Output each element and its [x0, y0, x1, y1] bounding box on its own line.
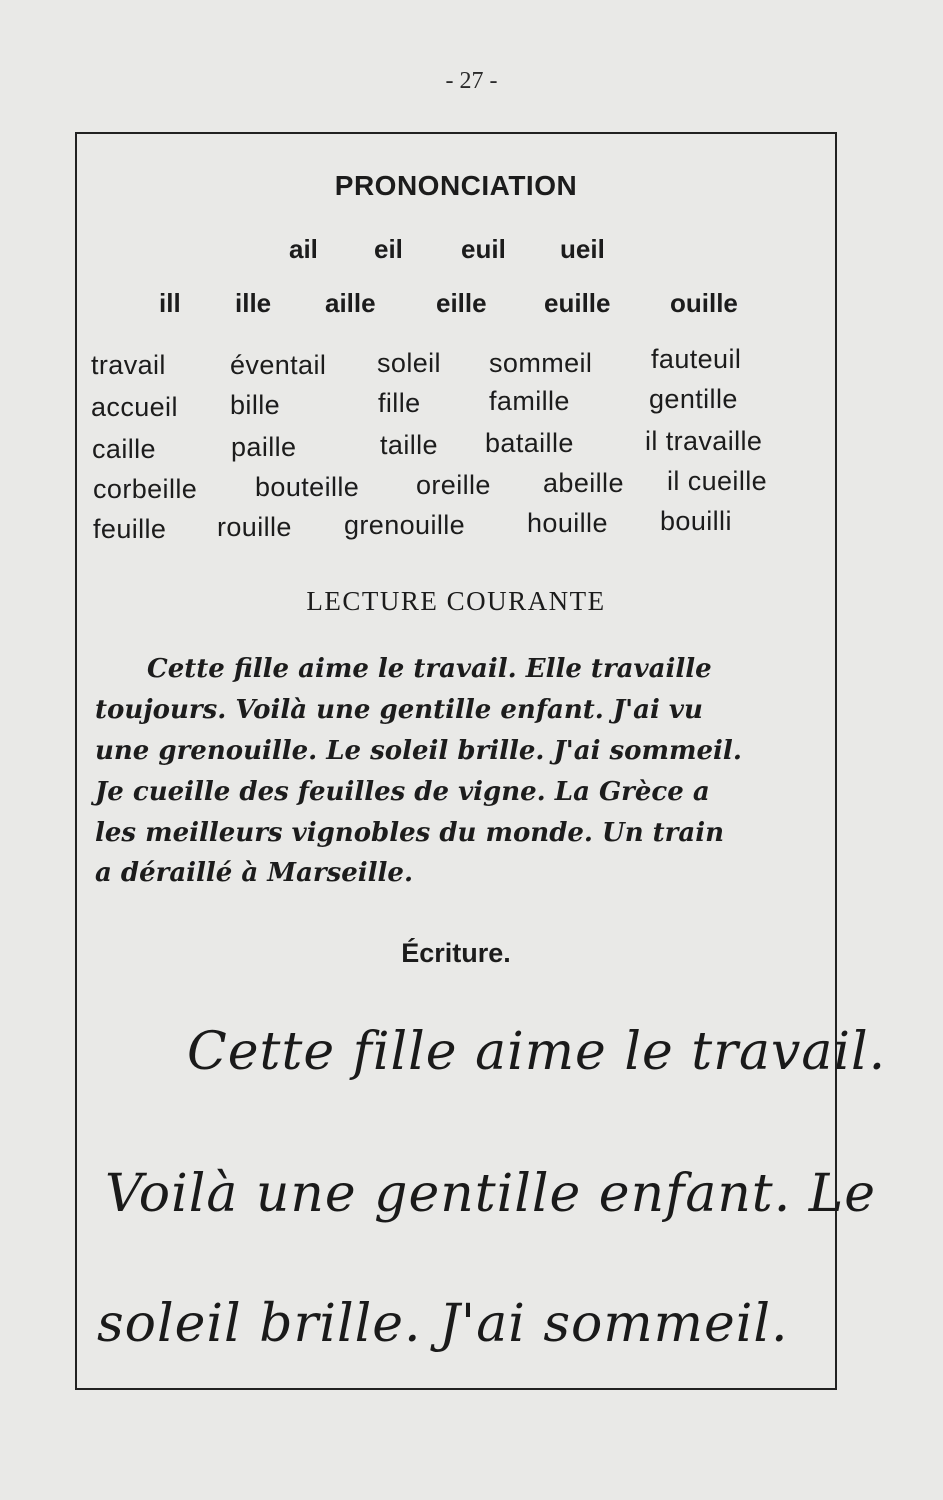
syllable: eil	[374, 234, 403, 264]
handwriting-line: soleil brille. J'ai sommeil.	[97, 1294, 789, 1354]
word: rouille	[217, 512, 292, 542]
syllable: euille	[544, 288, 611, 318]
word: paille	[231, 432, 297, 462]
word: bouteille	[255, 472, 360, 502]
word: caille	[92, 434, 156, 464]
word: houille	[527, 508, 608, 538]
word: fauteuil	[651, 344, 742, 374]
lecture-line: a déraillé à Marseille.	[95, 858, 414, 888]
ecriture-heading: Écriture.	[401, 938, 511, 968]
lesson-frame	[75, 132, 887, 1390]
lecture-line: toujours. Voilà une gentille enfant. J'ai vu	[95, 695, 703, 725]
handwriting-line: Cette fille aime le travail.	[187, 1022, 887, 1082]
pronunciation-title: PRONONCIATION	[334, 170, 578, 201]
syllable: ueil	[560, 234, 605, 264]
syllable: ouille	[670, 288, 738, 318]
word: corbeille	[93, 474, 198, 504]
word: taille	[380, 430, 438, 460]
word: oreille	[416, 470, 491, 500]
syllable: ail	[289, 234, 318, 264]
word: famille	[489, 386, 570, 416]
word: soleil	[377, 348, 441, 378]
word: feuille	[93, 514, 167, 544]
word: il cueille	[667, 466, 768, 496]
syllable: euil	[461, 234, 506, 264]
lecture-line: une grenouille. Le soleil brille. J'ai sommeil.	[95, 736, 742, 766]
syllable: aille	[325, 288, 376, 318]
handwriting-line: Voilà une gentille enfant. Le	[105, 1164, 877, 1224]
syllable: eille	[436, 288, 487, 318]
word: gentille	[649, 384, 738, 414]
lecture-line: Cette fille aime le travail. Elle travaille	[147, 654, 712, 684]
word: sommeil	[489, 348, 593, 378]
lecture-line: Je cueille des feuilles de vigne. La Grèce a	[95, 777, 710, 807]
page-number: - 27 -	[445, 68, 498, 94]
word: il travaille	[645, 426, 763, 456]
word: grenouille	[344, 510, 466, 540]
syllable: ill	[159, 288, 181, 318]
word: abeille	[543, 468, 624, 498]
word: travail	[91, 350, 166, 380]
word: bataille	[485, 428, 574, 458]
lecture-line: les meilleurs vignobles du monde. Un train	[95, 818, 725, 848]
word: éventail	[230, 350, 327, 380]
word: accueil	[91, 392, 178, 422]
syllable: ille	[235, 288, 272, 318]
word: fille	[378, 388, 421, 418]
word: bouilli	[660, 506, 732, 536]
lecture-heading: LECTURE COURANTE	[306, 586, 606, 616]
word: bille	[230, 390, 281, 420]
